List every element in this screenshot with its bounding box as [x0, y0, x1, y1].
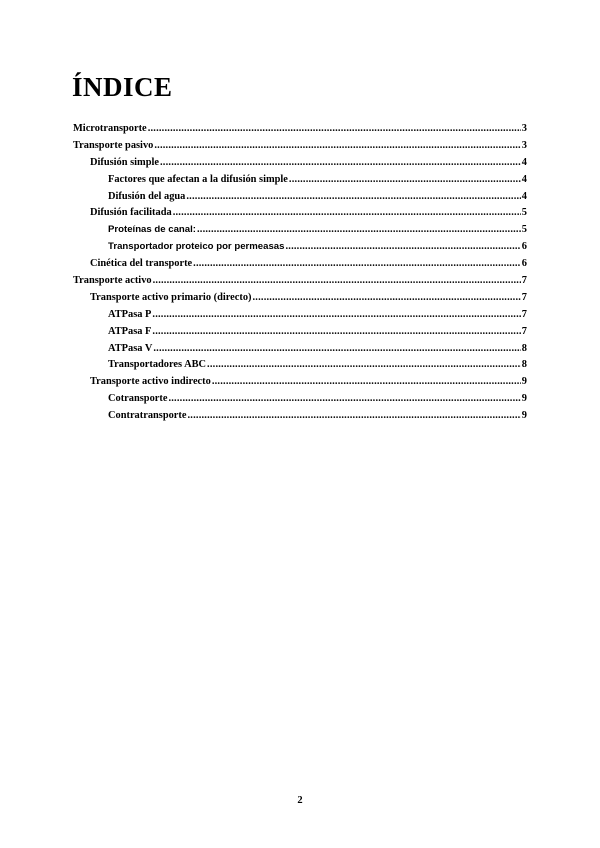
toc-entry-page: 7	[521, 308, 527, 320]
toc-entry[interactable]	[73, 326, 527, 343]
toc-dot-leader	[253, 292, 521, 303]
toc-dot-leader	[168, 393, 520, 404]
toc-dot-leader	[153, 275, 521, 286]
toc-entry[interactable]	[73, 140, 527, 157]
toc-dot-leader	[186, 191, 520, 202]
toc-entry-page: 8	[521, 342, 527, 354]
toc-entry-title: Contratransporte	[108, 410, 187, 422]
toc-entry-page: 9	[521, 393, 527, 405]
toc-entry-title: Transportador proteico por permeasas	[108, 241, 285, 253]
toc-entry-title: Transporte activo	[73, 275, 152, 287]
toc-entry[interactable]	[73, 410, 527, 427]
toc-dot-leader	[193, 258, 521, 269]
toc-entry-page: 9	[521, 410, 527, 422]
toc-entry-title: ATPasa V	[108, 342, 153, 354]
toc-entry-title: Microtransporte	[73, 123, 147, 134]
toc-entry[interactable]	[73, 359, 527, 376]
toc-dot-leader	[207, 359, 521, 370]
toc-entry-title: ATPasa F	[108, 325, 152, 337]
toc-entry[interactable]	[73, 292, 527, 309]
toc-entry[interactable]	[73, 157, 527, 174]
page-number: 2	[297, 795, 303, 806]
toc-entry-page: 5	[521, 207, 527, 219]
toc-entry-title: Difusión facilitada	[90, 207, 172, 219]
table-of-contents	[73, 123, 527, 427]
toc-dot-leader	[285, 241, 520, 252]
toc-entry-title: Transporte pasivo	[73, 139, 154, 151]
toc-dot-leader	[212, 376, 521, 387]
toc-entry-title: Transportadores ABC	[108, 359, 207, 371]
toc-entry-page: 9	[521, 376, 527, 388]
toc-entry-page: 5	[521, 224, 527, 236]
toc-dot-leader	[152, 326, 520, 337]
toc-dot-leader	[154, 140, 520, 151]
toc-entry[interactable]	[73, 309, 527, 326]
toc-entry-title: Transporte activo indirecto	[90, 376, 211, 388]
toc-dot-leader	[148, 123, 521, 134]
toc-dot-leader	[160, 157, 521, 168]
toc-entry-page: 3	[521, 123, 527, 134]
toc-entry[interactable]	[73, 241, 527, 258]
toc-entry[interactable]	[73, 393, 527, 410]
toc-entry-page: 7	[521, 325, 527, 337]
toc-dot-leader	[173, 207, 521, 218]
toc-entry-title: Cotransporte	[108, 393, 168, 405]
toc-entry[interactable]	[73, 343, 527, 360]
toc-dot-leader	[152, 309, 520, 320]
toc-dot-leader	[289, 174, 521, 185]
toc-dot-leader	[188, 410, 521, 421]
toc-entry-title: Cinética del transporte	[90, 258, 193, 270]
toc-entry-page: 4	[521, 190, 527, 202]
toc-entry-title: Difusión simple	[90, 156, 159, 168]
toc-entry-page: 6	[521, 241, 527, 253]
index-title: ÍNDICE	[72, 72, 173, 102]
toc-entry-page: 6	[521, 258, 527, 270]
toc-entry[interactable]	[73, 174, 527, 191]
toc-entry-title: ATPasa P	[108, 308, 152, 320]
toc-entry[interactable]	[73, 191, 527, 208]
toc-entry-page: 7	[521, 291, 527, 303]
toc-entry-page: 4	[521, 156, 527, 168]
toc-entry-title: Factores que afectan a la difusión simple	[108, 173, 288, 185]
toc-dot-leader	[153, 343, 520, 354]
toc-entry[interactable]	[73, 258, 527, 275]
toc-entry-page: 4	[521, 173, 527, 185]
toc-dot-leader	[197, 224, 521, 235]
toc-entry-page: 8	[521, 359, 527, 371]
toc-entry-title: Difusión del agua	[108, 190, 186, 202]
toc-entry-title: Transporte activo primario (directo)	[90, 291, 252, 303]
toc-entry-page: 7	[521, 275, 527, 287]
toc-entry-page: 3	[521, 139, 527, 151]
toc-entry[interactable]	[73, 224, 527, 241]
toc-entry-title: Proteínas de canal:	[108, 224, 196, 236]
toc-entry[interactable]	[73, 376, 527, 393]
toc-entry[interactable]	[73, 123, 527, 140]
toc-entry[interactable]	[73, 275, 527, 292]
toc-entry[interactable]	[73, 207, 527, 224]
